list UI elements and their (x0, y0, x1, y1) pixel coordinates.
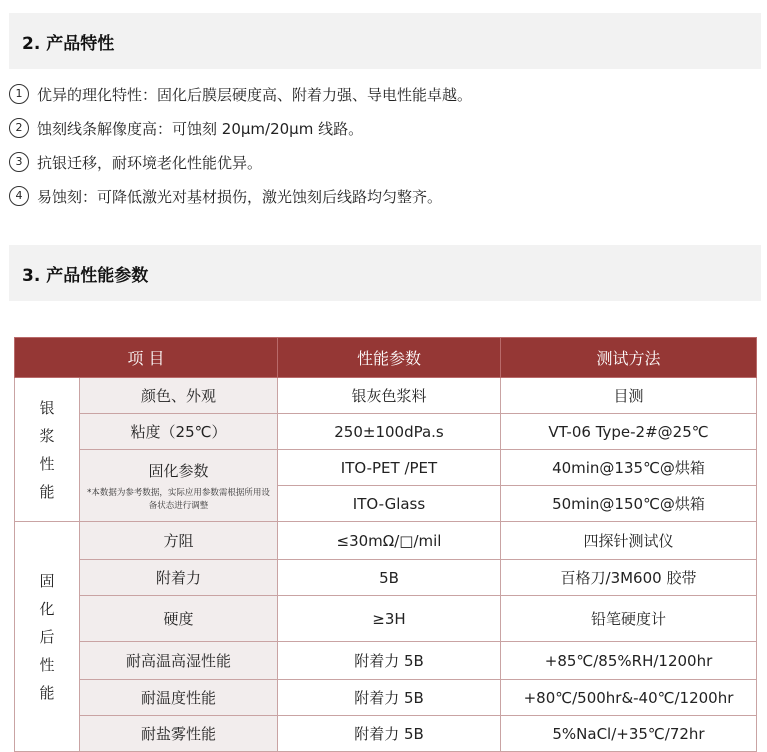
method-cell: 50min@150℃@烘箱 (501, 486, 757, 522)
value-cell: 附着力 5B (278, 642, 501, 680)
header-value: 性能参数 (278, 338, 501, 378)
item-cell: 硬度 (80, 596, 278, 642)
section-2-title: 2. 产品特性 (22, 33, 115, 54)
method-cell: +85℃/85%RH/1200hr (501, 642, 757, 680)
curing-note: *本数据为参考数据，实际应用参数需根据所用设备状态进行调整 (87, 488, 270, 511)
section-3-header (9, 245, 761, 301)
header-item: 项 目 (15, 338, 278, 378)
circled-number: 1 (9, 84, 29, 104)
table-row (15, 414, 757, 450)
section-2-header (9, 13, 761, 69)
circled-number: 4 (9, 186, 29, 206)
parameters-table (14, 337, 757, 752)
feature-item (9, 180, 761, 214)
method-cell: +80℃/500hr&-40℃/1200hr (501, 680, 757, 716)
item-cell: 耐高温高湿性能 (80, 642, 278, 680)
item-cell: 耐温度性能 (80, 680, 278, 716)
feature-item (9, 112, 761, 146)
value-cell: ≤30mΩ/□/mil (278, 522, 501, 560)
feature-item (9, 146, 761, 180)
item-cell: 方阻 (80, 522, 278, 560)
method-cell: 铅笔硬度计 (501, 596, 757, 642)
item-cell-curing (80, 450, 278, 522)
feature-list (9, 78, 761, 214)
method-cell: 目测 (501, 378, 757, 414)
method-cell: 百格刀/3M600 胶带 (501, 560, 757, 596)
group-label-silver-paste: 银 浆 性 能 (15, 378, 80, 522)
item-cell: 附着力 (80, 560, 278, 596)
feature-item (9, 78, 761, 112)
circled-number: 2 (9, 118, 29, 138)
method-cell: 四探针测试仪 (501, 522, 757, 560)
value-cell: 5B (278, 560, 501, 596)
method-cell: 5%NaCl/+35℃/72hr (501, 716, 757, 752)
method-cell: VT-06 Type-2#@25℃ (501, 414, 757, 450)
feature-text: 易蚀刻：可降低激光对基材损伤，激光蚀刻后线路均匀整齐。 (37, 188, 443, 206)
value-cell: 银灰色浆料 (278, 378, 501, 414)
item-cell: 颜色、外观 (80, 378, 278, 414)
group-label-cured-performance: 固 化 后 性 能 (15, 522, 80, 752)
table-row (15, 522, 757, 560)
item-cell: 耐盐雾性能 (80, 716, 278, 752)
method-cell: 40min@135℃@烘箱 (501, 450, 757, 486)
feature-text: 抗银迁移，耐环境老化性能优异。 (37, 154, 263, 172)
table-row (15, 642, 757, 680)
table-row (15, 680, 757, 716)
item-cell: 粘度（25℃） (80, 414, 278, 450)
value-cell: 附着力 5B (278, 680, 501, 716)
header-method: 测试方法 (501, 338, 757, 378)
table-row (15, 450, 757, 486)
value-cell: ≥3H (278, 596, 501, 642)
value-cell: ITO-Glass (278, 486, 501, 522)
circled-number: 3 (9, 152, 29, 172)
table-row (15, 716, 757, 752)
value-cell: 250±100dPa.s (278, 414, 501, 450)
feature-text: 优异的理化特性：固化后膜层硬度高、附着力强、导电性能卓越。 (37, 86, 473, 104)
table-header-row (15, 338, 757, 378)
value-cell: ITO-PET /PET (278, 450, 501, 486)
curing-label: 固化参数 (148, 462, 209, 480)
section-3-title: 3. 产品性能参数 (22, 265, 149, 286)
value-cell: 附着力 5B (278, 716, 501, 752)
feature-text: 蚀刻线条解像度高：可蚀刻 20μm/20μm 线路。 (37, 120, 364, 138)
table-row (15, 596, 757, 642)
table-row (15, 378, 757, 414)
table-row (15, 560, 757, 596)
